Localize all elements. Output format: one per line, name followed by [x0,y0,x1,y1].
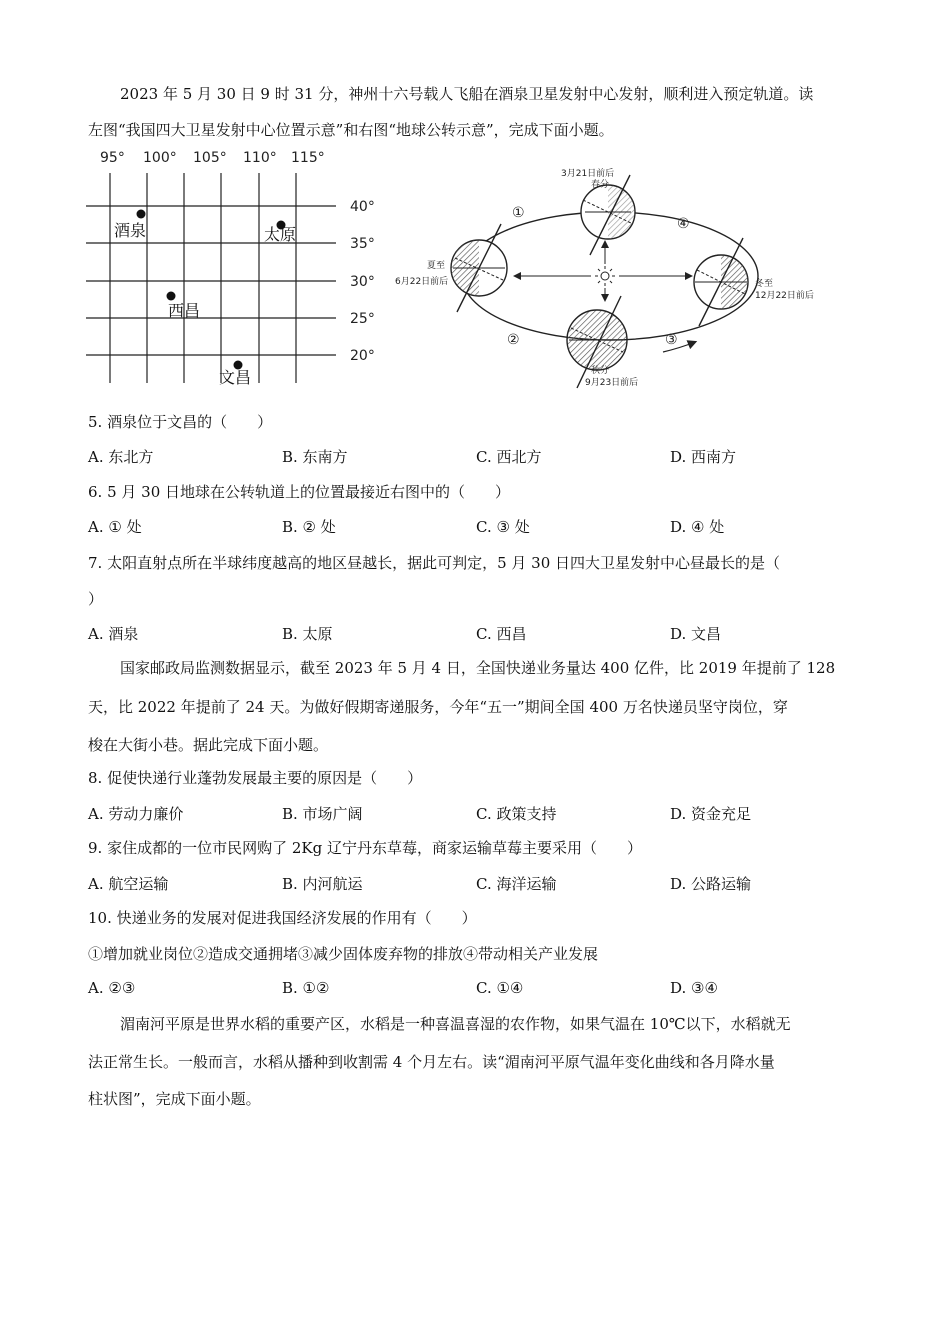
q6-stem: 6. 5 月 30 日地球在公转轨道上的位置最接近右图中的（ ） [88,483,511,501]
q9-option-d[interactable]: D. 公路运输 [670,875,752,893]
city-label-taiyuan: 太原 [264,225,297,244]
q6-option-d[interactable]: D. ④ 处 [670,518,725,536]
latitude-label: 35° [350,236,375,252]
q5-option-b[interactable]: B. 东南方 [282,448,348,466]
q8-option-b[interactable]: B. 市场广阔 [282,805,363,823]
summer-date: 6月22日前后 [395,277,449,287]
q8-option-c[interactable]: C. 政策支持 [476,805,557,823]
city-label-jiuquan: 酒泉 [114,221,147,240]
sun-icon [595,266,615,286]
q8-stem: 8. 促使快递行业蓬勃发展最主要的原因是（ ） [88,769,423,787]
q6-option-b[interactable]: B. ② 处 [282,518,336,536]
spring-date: 3月21日前后 [561,169,615,179]
autumn-label: 秋分 [591,366,610,376]
passage2-line1: 国家邮政局监测数据显示，截至 2023 年 5 月 4 日，全国快递业务量达 400 亿件，比 2019 年提前了 128 [120,659,836,677]
q7-option-a[interactable]: A. 酒泉 [88,625,139,643]
passage3-line3: 柱状图”，完成下面小题。 [88,1090,261,1108]
q5-stem: 5. 酒泉位于文昌的（ ） [88,413,273,431]
winter-date: 12月22日前后 [755,291,814,301]
earth-winter [694,238,748,326]
q9-option-c[interactable]: C. 海洋运输 [476,875,557,893]
q9-stem: 9. 家住成都的一位市民网购了 2Kg 辽宁丹东草莓，商家运输草莓主要采用（ ） [88,839,642,857]
q7-option-c[interactable]: C. 西昌 [476,625,527,643]
q8-option-a[interactable]: A. 劳动力廉价 [88,805,184,823]
longitude-label: 95° [100,150,125,166]
city-label-wenchang: 文昌 [219,368,252,387]
q10-option-c[interactable]: C. ①④ [476,979,524,997]
longitude-label: 110° [243,150,277,166]
longitude-label: 100° [143,150,177,166]
spring-label: 春分 [591,180,610,190]
earth-revolution-diagram [395,160,825,395]
q7-stem-continued: ） [88,590,104,608]
q8-option-d[interactable]: D. 资金充足 [670,805,752,823]
q5-option-a[interactable]: A. 东北方 [88,448,154,466]
xichang-point [167,292,176,301]
q6-option-a[interactable]: A. ① 处 [88,518,142,536]
q7-stem: 7. 太阳直射点所在半球纬度越高的地区昼越长，据此可判定，5 月 30 日四大卫星发射中心昼最长的是（ [88,554,781,572]
q10-items: ①增加就业岗位②造成交通拥堵③减少固体废弃物的排放④带动相关产业发展 [88,945,599,963]
q5-option-c[interactable]: C. 西北方 [476,448,542,466]
position-label-4: ④ [677,216,690,232]
latitude-label: 30° [350,274,375,290]
earth-summer [451,224,507,312]
q10-option-a[interactable]: A. ②③ [88,979,136,997]
q9-option-b[interactable]: B. 内河航运 [282,875,363,893]
q6-option-c[interactable]: C. ③ 处 [476,518,530,536]
autumn-date: 9月23日前后 [585,378,639,388]
passage1-line2: 左图“我国四大卫星发射中心位置示意”和右图“地球公转示意”，完成下面小题。 [88,121,614,139]
passage3-line1: 湄南河平原是世界水稻的重要产区，水稻是一种喜温喜湿的农作物，如果气温在 10℃以下，水稻就无 [120,1015,791,1033]
q10-option-b[interactable]: B. ①② [282,979,330,997]
passage3-line2: 法正常生长。一般而言，水稻从播种到收割需 4 个月左右。读“湄南河平原气温年变化曲线和各月降水量 [88,1053,775,1071]
q7-option-d[interactable]: D. 文昌 [670,625,722,643]
city-label-xichang: 西昌 [168,301,201,320]
q9-option-a[interactable]: A. 航空运输 [88,875,169,893]
q10-stem: 10. 快递业务的发展对促进我国经济发展的作用有（ ） [88,909,477,927]
position-label-3: ③ [665,332,678,348]
q5-option-d[interactable]: D. 西南方 [670,448,737,466]
longitude-label: 115° [291,150,325,166]
passage2-line2: 天，比 2022 年提前了 24 天。为做好假期寄递服务，今年“五一”期间全国 400 万名快递员坚守岗位，穿 [88,698,788,716]
latitude-label: 40° [350,199,375,215]
winter-label: 冬至 [755,279,774,289]
passage1-line1: 2023 年 5 月 30 日 9 时 31 分，神州十六号载人飞船在酒泉卫星发射中心发射，顺利进入预定轨道。读 [120,85,814,103]
latitude-label: 20° [350,348,375,364]
latitude-label: 25° [350,311,375,327]
passage2-line3: 梭在大街小巷。据此完成下面小题。 [88,736,329,754]
q7-option-b[interactable]: B. 太原 [282,625,333,643]
launch-center-map [80,145,390,395]
q10-option-d[interactable]: D. ③④ [670,979,718,997]
position-label-1: ① [512,205,525,221]
position-label-2: ② [507,332,520,348]
summer-label: 夏至 [427,261,446,271]
longitude-label: 105° [193,150,227,166]
jiuquan-point [137,210,146,219]
